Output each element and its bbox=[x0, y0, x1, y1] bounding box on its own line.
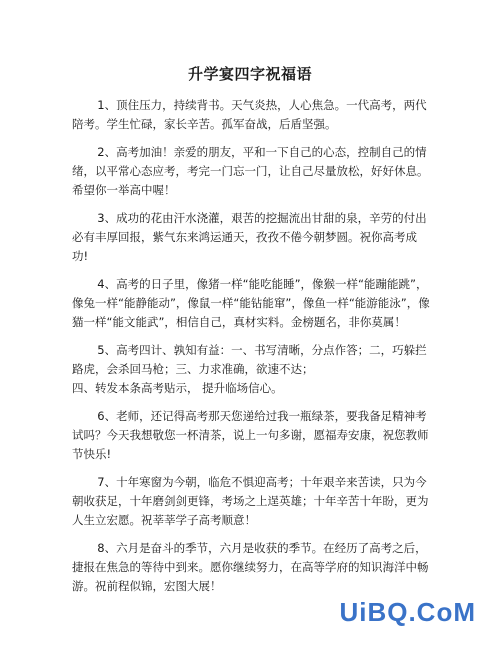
paragraph-5-continued: 四、转发本条高考贴示， 提升临场信心。 bbox=[72, 381, 283, 395]
paragraph-8: 8、六月是奋斗的季节，六月是收获的季节。在经历了高考之后，捷报在焦急的等待中到来。愿你继续努力，在高等学府的知识海洋中畅游。祝前程似锦，宏图大展！ bbox=[72, 541, 429, 593]
paragraph-4: 4、高考的日子里，像猪一样“能吃能睡”，像猴一样“能蹦能跳”，像兔一样“能静能动”，像鼠一样“能钻能窜”，像鱼一样“能游能泳”，像猫一样“能文能武”，相信自己，真材实料。金榜题名，非你莫属！ bbox=[72, 277, 430, 329]
paragraph-3: 3、成功的花由汗水浇灌，艰苦的挖掘流出甘甜的泉，辛劳的付出必有丰厚回报，紫气东来鸿运通天，孜孜不倦今朝梦圆。祝你高考成 功! bbox=[72, 211, 427, 263]
paragraph-7: 7、十年寒窗为今朝，临危不惧迎高考；十年艰辛来苦读，只为今朝收获足，十年磨剑剑更锋，考场之上逞英雄；十年辛苦十年盼，更为人生立宏愿。祝莘莘学子高考顺意！ bbox=[72, 475, 429, 527]
paragraph-1: 1、顶住压力，持续背书。天气炎热，人心焦急。一代高考，两代陪考。学生忙碌，家长辛苦。孤军奋战，后盾坚强。 bbox=[72, 98, 427, 131]
site-watermark: UiBQ.CoM bbox=[339, 597, 476, 627]
document-body bbox=[72, 96, 434, 605]
paragraph-5: 5、高考四计、孰知有益：一、书写清晰，分点作答；二，巧躲拦路虎，会杀回马枪；三、力求准确，欲速不达； bbox=[72, 343, 427, 376]
paragraph-2: 2、高考加油！亲爱的朋友，平和一下自己的心态，控制自己的情绪，以平常心态应考，考完一门忘一门，让自己尽量放松，好好休息。希望你一举高中喔！ bbox=[72, 145, 429, 197]
paragraph-6: 6、老师，还记得高考那天您递给过我一瓶绿茶，要我备足精神考试吗？今天我想敬您一杯清茶，说上一句多谢，愿福寿安康，祝您教师节快乐! bbox=[72, 409, 429, 461]
document-title: 升学宴四字祝福语 bbox=[187, 65, 312, 83]
